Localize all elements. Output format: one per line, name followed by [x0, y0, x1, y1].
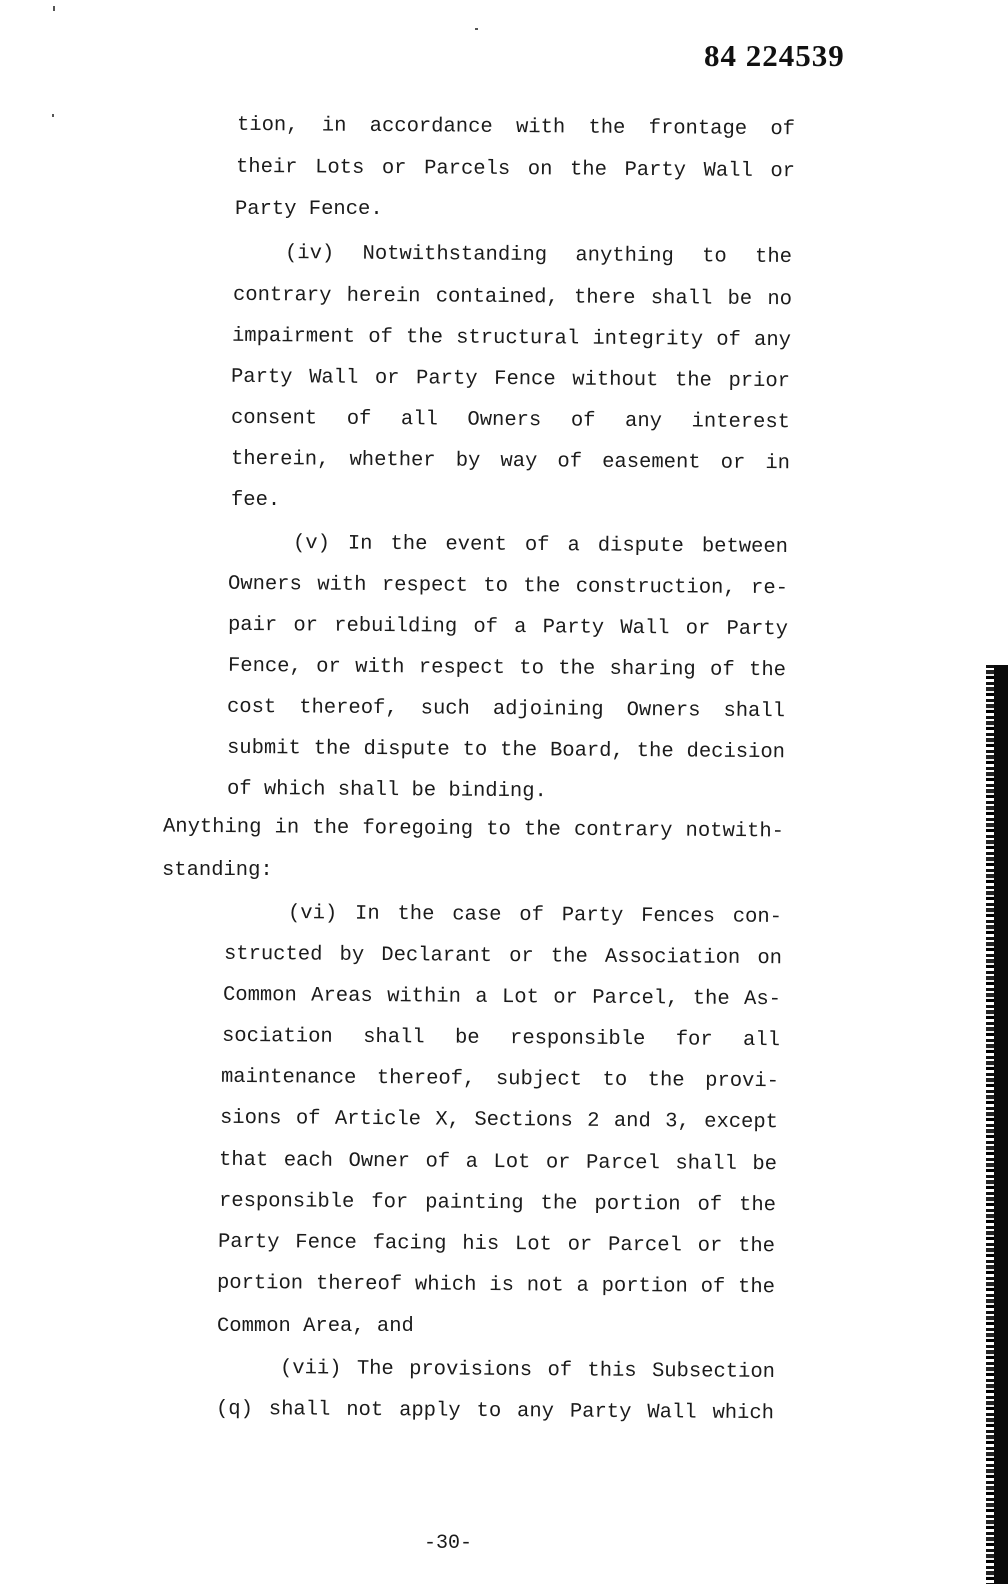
- text-line: impairment of the structural integrity of any: [231, 324, 792, 353]
- text-line: (iv) Notwithstanding anything to the: [284, 242, 793, 269]
- text-line: (vi) In the case of Party Fences con-: [287, 902, 783, 929]
- text-line: fee.: [231, 489, 281, 512]
- text-line: maintenance thereof, subject to the provi-: [220, 1065, 780, 1094]
- text-line: Party Fence.: [235, 198, 383, 221]
- text-line: submit the dispute to the Board, the decision: [226, 736, 786, 765]
- text-line: (vii) The provisions of this Subsection: [279, 1357, 776, 1384]
- text-line: consent of all Owners of any interest: [230, 406, 791, 435]
- text-line: their Lots or Parcels on the Party Wall or: [235, 155, 796, 184]
- scan-speck: [52, 114, 54, 117]
- page-number: -30-: [424, 1532, 473, 1555]
- text-line: contrary herein contained, there shall be no: [232, 283, 793, 312]
- text-line: of which shall be binding.: [226, 777, 547, 804]
- text-line: Fence, or with respect to the sharing of the: [227, 654, 787, 683]
- text-line: structed by Declarant or the Association on: [223, 942, 783, 971]
- scan-speck: [475, 28, 478, 30]
- text-line: cost thereof, such adjoining Owners shall: [226, 695, 786, 724]
- text-line: responsible for painting the portion of the: [218, 1189, 777, 1218]
- scan-speck: [53, 6, 55, 11]
- text-line: standing:: [162, 859, 273, 882]
- text-line: Common Area, and: [217, 1315, 414, 1338]
- text-line: that each Owner of a Lot or Parcel shall be: [218, 1148, 778, 1177]
- text-line: Owners with respect to the construction, re-: [227, 572, 789, 601]
- text-line: therein, whether by way of easement or in: [230, 447, 791, 476]
- text-line: sociation shall be responsible for all: [221, 1024, 781, 1053]
- text-line: Party Wall or Party Fence without the prior: [230, 365, 791, 394]
- scan-border-strip-inner: [994, 665, 1008, 1584]
- text-line: (q) shall not apply to any Party Wall which: [215, 1397, 775, 1426]
- text-line: sions of Article X, Sections 2 and 3, except: [219, 1106, 779, 1135]
- text-line: pair or rebuilding of a Party Wall or Party: [227, 613, 789, 642]
- text-line: tion, in accordance with the frontage of: [236, 113, 796, 142]
- text-line: (v) In the event of a dispute between: [292, 532, 789, 559]
- text-line: portion thereof which is not a portion of the: [216, 1271, 776, 1300]
- text-line: Anything in the foregoing to the contrary notwith-: [162, 815, 785, 844]
- document-number: 84 224539: [704, 38, 845, 73]
- text-line: Party Fence facing his Lot or Parcel or the: [217, 1230, 776, 1259]
- text-line: Common Areas within a Lot or Parcel, the As-: [222, 983, 782, 1012]
